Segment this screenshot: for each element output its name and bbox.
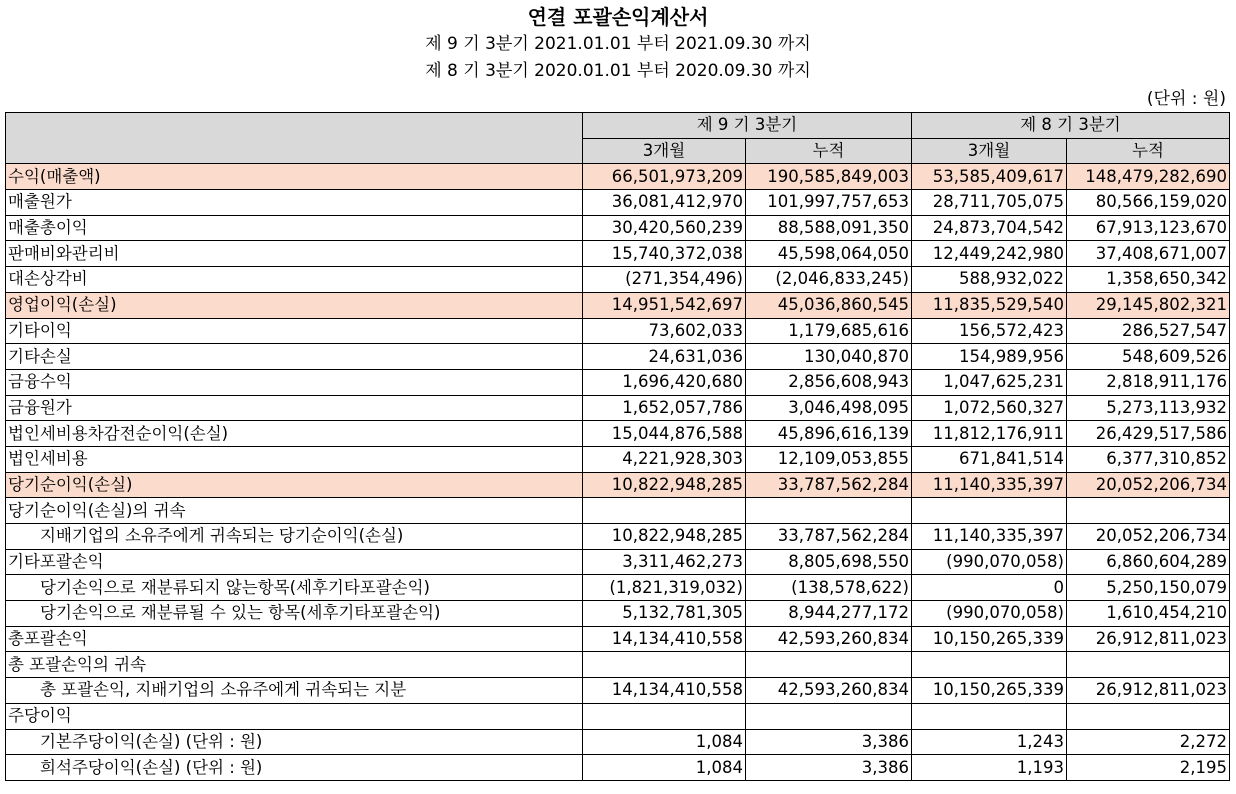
row-value: 14,134,410,558 (583, 626, 746, 652)
row-value: 2,195 (1067, 755, 1230, 781)
row-value: 286,527,547 (1067, 318, 1230, 344)
row-value: 154,989,956 (912, 344, 1067, 370)
row-value: 80,566,159,020 (1067, 190, 1230, 216)
row-value: 20,052,206,734 (1067, 472, 1230, 498)
table-row (6, 626, 1230, 652)
row-label: 대손상각비 (6, 267, 583, 293)
row-value: 42,593,260,834 (746, 626, 912, 652)
row-value (912, 498, 1067, 524)
row-value (1067, 703, 1230, 729)
row-value: (138,578,622) (746, 575, 912, 601)
row-value: 1,610,454,210 (1067, 601, 1230, 627)
row-value: 6,860,604,289 (1067, 549, 1230, 575)
row-value (746, 703, 912, 729)
row-label: 당기손익으로 재분류되지 않는항목(세후기타포괄손익) (6, 575, 583, 601)
row-value: 11,835,529,540 (912, 292, 1067, 318)
row-value: 30,420,560,239 (583, 215, 746, 241)
row-value: 45,036,860,545 (746, 292, 912, 318)
row-value: 3,386 (746, 755, 912, 781)
row-value: (990,070,058) (912, 549, 1067, 575)
row-label: 기타이익 (6, 318, 583, 344)
header-blank-cell (6, 113, 583, 164)
row-value: 45,896,616,139 (746, 421, 912, 447)
row-value: 5,132,781,305 (583, 601, 746, 627)
row-value: 28,711,705,075 (912, 190, 1067, 216)
row-label: 기타손실 (6, 344, 583, 370)
row-value: 1,243 (912, 729, 1067, 755)
period-current: 제 9 기 3분기 2021.01.01 부터 2021.09.30 까지 (425, 34, 811, 54)
sub-header-prior-3m: 3개월 (912, 138, 1067, 164)
row-value: 3,311,462,273 (583, 549, 746, 575)
row-value: 4,221,928,303 (583, 446, 746, 472)
period-prior: 제 8 기 3분기 2020.01.01 부터 2020.09.30 까지 (425, 61, 811, 81)
table-row (6, 344, 1230, 370)
row-value: 15,740,372,038 (583, 241, 746, 267)
row-value: 8,805,698,550 (746, 549, 912, 575)
row-value: (271,354,496) (583, 267, 746, 293)
sub-header-prior-cumulative: 누적 (1067, 138, 1230, 164)
row-value: 29,145,802,321 (1067, 292, 1230, 318)
table-row (6, 446, 1230, 472)
row-value: 26,912,811,023 (1067, 678, 1230, 704)
row-value: 10,150,265,339 (912, 626, 1067, 652)
row-value: 3,386 (746, 729, 912, 755)
income-statement-table (5, 112, 1230, 781)
row-value: 67,913,123,670 (1067, 215, 1230, 241)
row-value (583, 703, 746, 729)
row-value (912, 703, 1067, 729)
row-value: 12,449,242,980 (912, 241, 1067, 267)
row-label: 총 포괄손익, 지배기업의 소유주에게 귀속되는 지분 (6, 678, 583, 704)
row-label: 희석주당이익(손실) (단위 : 원) (6, 755, 583, 781)
row-value: 24,873,704,542 (912, 215, 1067, 241)
table-row (6, 369, 1230, 395)
row-value (583, 498, 746, 524)
table-row (6, 395, 1230, 421)
row-label: 지배기업의 소유주에게 귀속되는 당기순이익(손실) (6, 524, 583, 550)
row-value: 6,377,310,852 (1067, 446, 1230, 472)
row-value (1067, 652, 1230, 678)
row-label: 영업이익(손실) (6, 292, 583, 318)
row-value: 10,150,265,339 (912, 678, 1067, 704)
row-label: 총포괄손익 (6, 626, 583, 652)
row-value: 8,944,277,172 (746, 601, 912, 627)
row-value: 1,193 (912, 755, 1067, 781)
row-value: 588,932,022 (912, 267, 1067, 293)
row-value: 1,358,650,342 (1067, 267, 1230, 293)
row-value: 190,585,849,003 (746, 164, 912, 190)
row-label: 주당이익 (6, 703, 583, 729)
row-label: 매출총이익 (6, 215, 583, 241)
row-value: 2,272 (1067, 729, 1230, 755)
row-label: 당기순이익(손실)의 귀속 (6, 498, 583, 524)
row-value: 45,598,064,050 (746, 241, 912, 267)
row-value: 26,912,811,023 (1067, 626, 1230, 652)
row-value: 36,081,412,970 (583, 190, 746, 216)
row-label: 금융수익 (6, 369, 583, 395)
table-row (6, 703, 1230, 729)
row-value: 14,134,410,558 (583, 678, 746, 704)
table-row (6, 729, 1230, 755)
group-header-current: 제 9 기 3분기 (583, 113, 912, 139)
row-value: 0 (912, 575, 1067, 601)
table-row (6, 318, 1230, 344)
row-label: 당기순이익(손실) (6, 472, 583, 498)
table-row (6, 241, 1230, 267)
row-value: 3,046,498,095 (746, 395, 912, 421)
row-value: (990,070,058) (912, 601, 1067, 627)
row-value: 1,179,685,616 (746, 318, 912, 344)
row-value: 156,572,423 (912, 318, 1067, 344)
row-value: 1,696,420,680 (583, 369, 746, 395)
row-value: 14,951,542,697 (583, 292, 746, 318)
row-value (746, 498, 912, 524)
table-row (6, 292, 1230, 318)
row-value: 2,856,608,943 (746, 369, 912, 395)
row-label: 기타포괄손익 (6, 549, 583, 575)
row-value: 33,787,562,284 (746, 472, 912, 498)
row-value: 1,047,625,231 (912, 369, 1067, 395)
row-value: 101,997,757,653 (746, 190, 912, 216)
table-row (6, 421, 1230, 447)
group-header-prior: 제 8 기 3분기 (912, 113, 1230, 139)
row-value: 10,822,948,285 (583, 524, 746, 550)
table-row (6, 472, 1230, 498)
table-row (6, 267, 1230, 293)
row-value: 42,593,260,834 (746, 678, 912, 704)
table-row (6, 755, 1230, 781)
table-row (6, 549, 1230, 575)
row-value: 37,408,671,007 (1067, 241, 1230, 267)
row-value: 1,652,057,786 (583, 395, 746, 421)
statement-title: 연결 포괄손익계산서 (527, 5, 709, 29)
row-value: 15,044,876,588 (583, 421, 746, 447)
row-value (583, 652, 746, 678)
row-value: (1,821,319,032) (583, 575, 746, 601)
row-value: 66,501,973,209 (583, 164, 746, 190)
row-label: 총 포괄손익의 귀속 (6, 652, 583, 678)
row-label: 금융원가 (6, 395, 583, 421)
row-value: 1,084 (583, 755, 746, 781)
table-row (6, 190, 1230, 216)
table-row (6, 601, 1230, 627)
row-label: 판매비와관리비 (6, 241, 583, 267)
row-value (746, 652, 912, 678)
row-value: 148,479,282,690 (1067, 164, 1230, 190)
table-row (6, 652, 1230, 678)
row-value: 5,273,113,932 (1067, 395, 1230, 421)
group-header-row (6, 113, 1230, 139)
row-label: 기본주당이익(손실) (단위 : 원) (6, 729, 583, 755)
table-row (6, 524, 1230, 550)
row-value: 671,841,514 (912, 446, 1067, 472)
row-value: 1,084 (583, 729, 746, 755)
row-value: 2,818,911,176 (1067, 369, 1230, 395)
sub-header-current-3m: 3개월 (583, 138, 746, 164)
row-value: 53,585,409,617 (912, 164, 1067, 190)
row-value: 5,250,150,079 (1067, 575, 1230, 601)
row-value: 73,602,033 (583, 318, 746, 344)
row-label: 매출원가 (6, 190, 583, 216)
row-label: 당기손익으로 재분류될 수 있는 항목(세후기타포괄손익) (6, 601, 583, 627)
row-value: 20,052,206,734 (1067, 524, 1230, 550)
table-row (6, 678, 1230, 704)
row-value: (2,046,833,245) (746, 267, 912, 293)
row-label: 법인세비용차감전순이익(손실) (6, 421, 583, 447)
row-value: 26,429,517,586 (1067, 421, 1230, 447)
row-value: 10,822,948,285 (583, 472, 746, 498)
row-value (912, 652, 1067, 678)
row-value: 11,812,176,911 (912, 421, 1067, 447)
unit-label: (단위 : 원) (1146, 89, 1226, 109)
row-value: 33,787,562,284 (746, 524, 912, 550)
row-label: 수익(매출액) (6, 164, 583, 190)
row-value (1067, 498, 1230, 524)
table-row (6, 575, 1230, 601)
sub-header-current-cumulative: 누적 (746, 138, 912, 164)
table-row (6, 215, 1230, 241)
row-value: 1,072,560,327 (912, 395, 1067, 421)
row-value: 12,109,053,855 (746, 446, 912, 472)
row-value: 24,631,036 (583, 344, 746, 370)
row-value: 548,609,526 (1067, 344, 1230, 370)
row-value: 11,140,335,397 (912, 472, 1067, 498)
table-row (6, 498, 1230, 524)
row-label: 법인세비용 (6, 446, 583, 472)
row-value: 11,140,335,397 (912, 524, 1067, 550)
table-row (6, 164, 1230, 190)
row-value: 88,588,091,350 (746, 215, 912, 241)
row-value: 130,040,870 (746, 344, 912, 370)
